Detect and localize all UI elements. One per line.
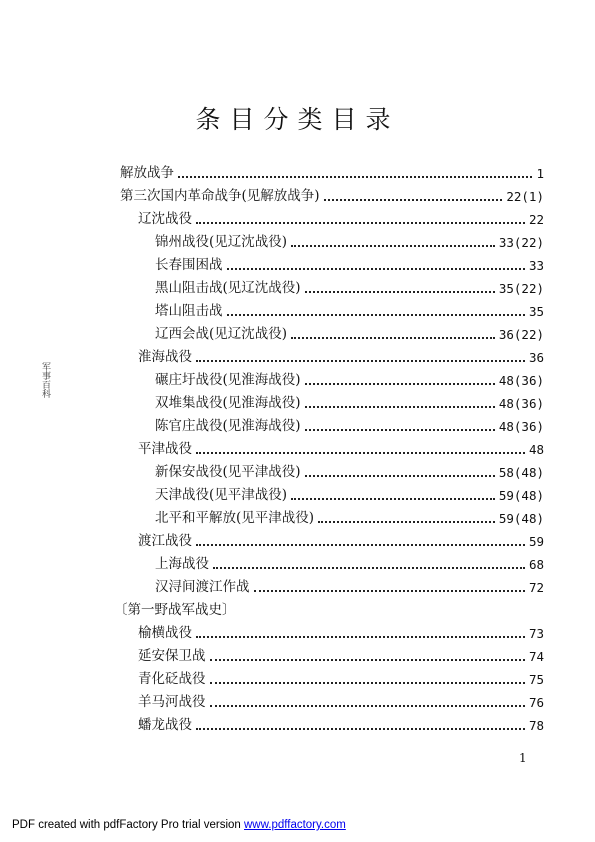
toc-entry[interactable] [138, 641, 544, 664]
toc-entry[interactable] [155, 250, 544, 273]
toc-section-heading[interactable] [114, 595, 544, 618]
toc-entry-label: 渡江战役 [138, 533, 192, 549]
leader-dots [196, 544, 525, 546]
toc-entry-page: 48(36) [498, 419, 544, 434]
footer-text: PDF created with pdfFactory Pro trial version [12, 819, 244, 831]
toc-entry-page: 22(1) [506, 189, 544, 204]
toc-entry-label: 锦州战役(见辽沈战役) [155, 234, 288, 250]
toc-entry-page: 1 [536, 166, 544, 181]
leader-dots [305, 291, 495, 293]
leader-dots [196, 452, 525, 454]
toc-entry[interactable] [155, 503, 544, 526]
leader-dots [196, 222, 525, 224]
toc-entry-label: 长春围困战 [155, 257, 223, 273]
toc-entry-page: 59(48) [498, 511, 544, 526]
leader-dots [178, 176, 532, 178]
toc-entry-label: 辽沈战役 [138, 211, 192, 227]
toc-entry[interactable] [155, 572, 544, 595]
toc-entry-page: 78 [528, 718, 544, 733]
toc-entry-label: 塔山阻击战 [155, 303, 223, 319]
toc-entry[interactable] [138, 687, 544, 710]
leader-dots [213, 567, 525, 569]
side-margin-text: 军事百科 [40, 362, 50, 398]
toc-entry-page: 73 [528, 626, 544, 641]
leader-dots [196, 636, 525, 638]
toc-entry[interactable] [155, 296, 544, 319]
leader-dots [210, 659, 525, 661]
toc-entry-label: 北平和平解放(见平津战役) [155, 510, 315, 526]
toc-entry-page: 59 [528, 534, 544, 549]
toc-entry-label: 解放战争 [120, 165, 174, 181]
toc-entry-page: 59(48) [498, 488, 544, 503]
pdf-footer [12, 819, 346, 831]
toc-entry-label: 羊马河战役 [138, 694, 206, 710]
toc-entry-page: 76 [528, 695, 544, 710]
leader-dots [305, 429, 495, 431]
toc-entry-label: 双堆集战役(见淮海战役) [155, 395, 301, 411]
toc-entry-page: 48 [528, 442, 544, 457]
toc-entry-label: 黑山阻击战(见辽沈战役) [155, 280, 301, 296]
toc-entry-page: 75 [528, 672, 544, 687]
page-number: 1 [519, 751, 527, 765]
toc-entry-label: 辽西会战(见辽沈战役) [155, 326, 288, 342]
toc-entry-page: 48(36) [498, 396, 544, 411]
toc-entry[interactable] [155, 549, 544, 572]
toc-entry-label: 新保安战役(见平津战役) [155, 464, 301, 480]
leader-dots [318, 521, 495, 523]
leader-dots [291, 337, 495, 339]
leader-dots [291, 245, 495, 247]
leader-dots [291, 498, 495, 500]
toc-entry-label: 平津战役 [138, 441, 192, 457]
toc-entry[interactable] [155, 480, 544, 503]
toc-entry-page: 58(48) [498, 465, 544, 480]
toc-entry[interactable] [155, 365, 544, 388]
toc-entry-page: 35(22) [498, 281, 544, 296]
toc-entry-label: 延安保卫战 [138, 648, 206, 664]
toc-entry[interactable] [155, 388, 544, 411]
leader-dots [210, 705, 525, 707]
leader-dots [196, 360, 525, 362]
toc-entry-label: 天津战役(见平津战役) [155, 487, 288, 503]
toc-entry[interactable] [155, 319, 544, 342]
leader-dots [210, 682, 525, 684]
toc-entry-page: 36 [528, 350, 544, 365]
toc-entry[interactable] [138, 618, 544, 641]
toc-entry-page: 22 [528, 212, 544, 227]
toc-entry[interactable] [138, 204, 544, 227]
toc-entry[interactable] [155, 227, 544, 250]
toc-entry[interactable] [155, 411, 544, 434]
toc-entry-page: 48(36) [498, 373, 544, 388]
toc-entry[interactable] [138, 342, 544, 365]
toc-entry-label: 蟠龙战役 [138, 717, 192, 733]
toc-entry-label: 上海战役 [155, 556, 209, 572]
toc-entry-label: 青化砭战役 [138, 671, 206, 687]
toc-entry[interactable] [120, 181, 544, 204]
toc-entry-label: 榆横战役 [138, 625, 192, 641]
toc-entry-label: 第三次国内革命战争(见解放战争) [120, 188, 320, 204]
toc-entry-label: 陈官庄战役(见淮海战役) [155, 418, 301, 434]
toc-entry-label: 汉浔间渡江作战 [155, 579, 250, 595]
toc-entry-page: 33(22) [498, 235, 544, 250]
toc-entry[interactable] [155, 457, 544, 480]
toc-entry-label: 淮海战役 [138, 349, 192, 365]
toc-entry[interactable] [155, 273, 544, 296]
toc-entry-page: 36(22) [498, 327, 544, 342]
toc-entry-label: 〔第一野战军战史〕 [114, 602, 236, 618]
page-title: 条目分类目录 [195, 105, 400, 134]
toc-entry[interactable] [138, 710, 544, 733]
leader-dots [254, 590, 525, 592]
leader-dots [324, 199, 503, 201]
leader-dots [305, 475, 495, 477]
toc-entry[interactable] [138, 664, 544, 687]
leader-dots [227, 314, 525, 316]
toc-entry[interactable] [120, 158, 544, 181]
leader-dots [305, 383, 495, 385]
toc-entry-page: 72 [528, 580, 544, 595]
toc-entry-page: 74 [528, 649, 544, 664]
toc-entry-label: 碾庄圩战役(见淮海战役) [155, 372, 301, 388]
footer-link[interactable]: www.pdffactory.com [244, 819, 346, 831]
toc-entry[interactable] [138, 526, 544, 549]
toc-entry-page: 35 [528, 304, 544, 319]
toc-entry[interactable] [138, 434, 544, 457]
toc-entry-page: 68 [528, 557, 544, 572]
toc-entry-page: 33 [528, 258, 544, 273]
leader-dots [196, 728, 525, 730]
leader-dots [305, 406, 495, 408]
leader-dots [227, 268, 525, 270]
